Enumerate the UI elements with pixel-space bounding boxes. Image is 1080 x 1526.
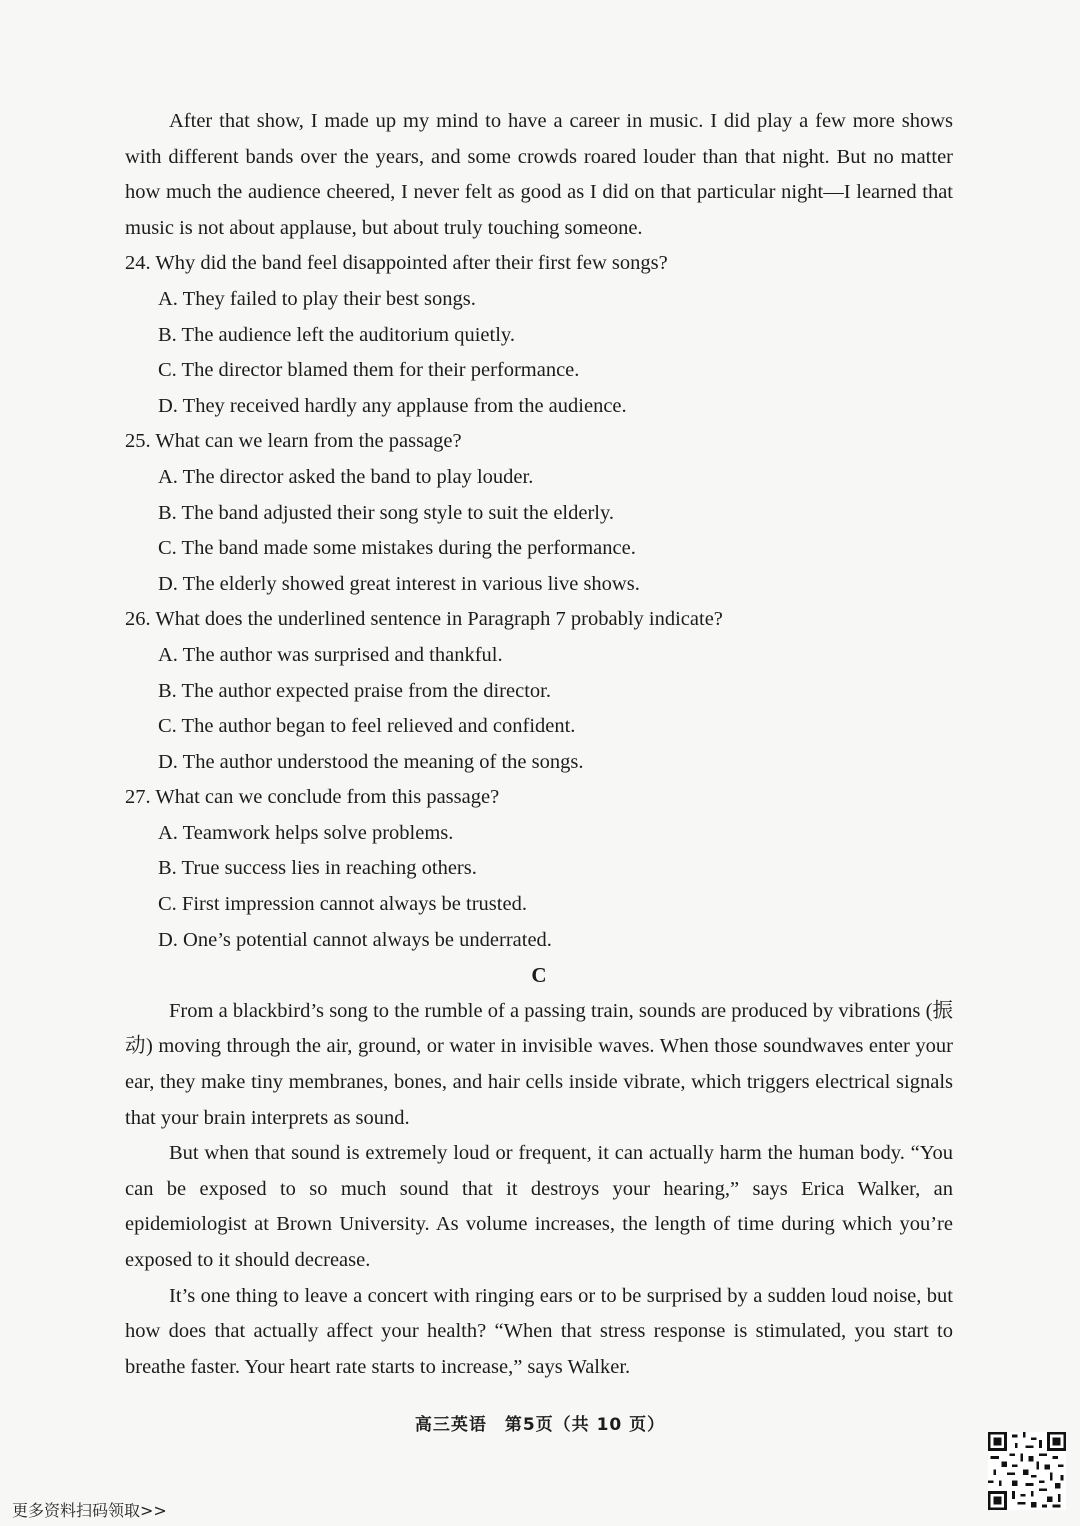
- passage-b-final-paragraph: After that show, I made up my mind to have a career in music. I did play a few more shows with different bands over the years, and some crowds roared louder than that night. But no matter how much the audience cheered, I never felt as good as I did on that particular night—I learned that music is not about applause, but about truly touching someone.: [125, 110, 953, 239]
- promo-text: 更多资料扫码领取>>: [12, 1501, 167, 1520]
- option-c: C. The band made some mistakes during the performance.: [158, 537, 636, 560]
- option-b: B. True success lies in reaching others.: [158, 857, 477, 880]
- option-a: A. Teamwork helps solve problems.: [158, 821, 454, 844]
- option-c: C. First impression cannot always be trusted.: [158, 893, 527, 916]
- question-27: [125, 780, 953, 958]
- passage-c-paragraph-1: From a blackbird’s song to the rumble of a passing train, sounds are produced by vibrations (振动) moving through the air, ground, or water in invisible waves. When those soundwaves enter your ear, they make tiny membranes, bones, and hair cells inside vibrate, which triggers electrical signals that your brain interprets as sound.: [125, 999, 953, 1129]
- page-footer: 高三英语 第5页（共 10 页）: [414, 1415, 666, 1435]
- option-a: A. They failed to play their best songs.: [158, 287, 476, 310]
- question-stem: 25. What can we learn from the passage?: [125, 430, 462, 453]
- option-d: D. One’s potential cannot always be underrated.: [158, 928, 552, 951]
- option-c: C. The author began to feel relieved and confident.: [158, 715, 576, 738]
- option-b: B. The band adjusted their song style to suit the elderly.: [158, 501, 615, 524]
- section-c-heading: C: [531, 963, 547, 988]
- option-a: A. The author was surprised and thankful.: [158, 643, 503, 666]
- question-24: [125, 246, 953, 424]
- option-d: D. They received hardly any applause from the audience.: [158, 394, 627, 417]
- question-26: [125, 602, 953, 780]
- question-stem: 26. What does the underlined sentence in Paragraph 7 probably indicate?: [125, 608, 723, 631]
- option-d: D. The author understood the meaning of the songs.: [158, 750, 584, 773]
- option-b: B. The audience left the auditorium quietly.: [158, 323, 515, 346]
- question-stem: 24. Why did the band feel disappointed after their first few songs?: [125, 252, 668, 275]
- option-c: C. The director blamed them for their performance.: [158, 359, 580, 382]
- question-stem: 27. What can we conclude from this passage?: [125, 786, 500, 809]
- qr-code-icon[interactable]: [988, 1432, 1066, 1510]
- passage-c-paragraph-2: But when that sound is extremely loud or frequent, it can actually harm the human body. “You can be exposed to so much sound that it destroys your hearing,” says Erica Walker, an epidemiologist at Brown University. As volume increases, the length of time during which you’re exposed to it should decrease.: [125, 1142, 953, 1271]
- option-b: B. The author expected praise from the director.: [158, 679, 551, 702]
- passage-c-paragraph-3: It’s one thing to leave a concert with ringing ears or to be surprised by a sudden loud noise, but how does that actually affect your health? “When that stress response is stimulated, you start to breathe faster. Your heart rate starts to increase,” says Walker.: [125, 1284, 953, 1378]
- page-content: [125, 104, 953, 1385]
- question-25: [125, 424, 953, 602]
- option-a: A. The director asked the band to play louder.: [158, 465, 534, 488]
- option-d: D. The elderly showed great interest in various live shows.: [158, 572, 640, 595]
